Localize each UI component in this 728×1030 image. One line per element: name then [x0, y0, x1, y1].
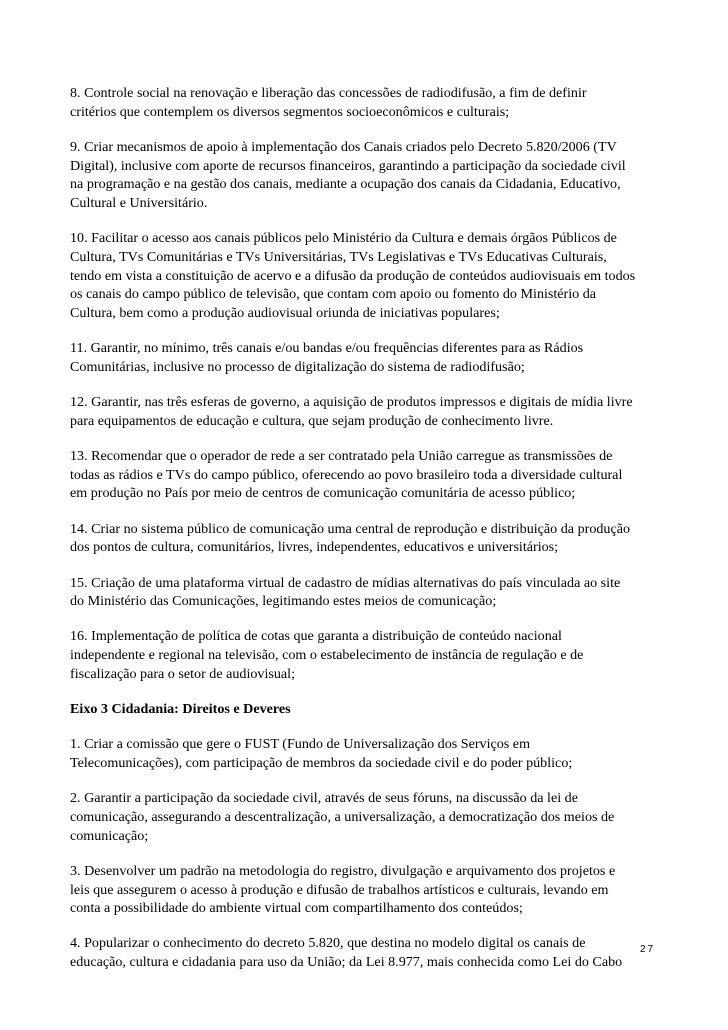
- paragraph-item-12: 12. Garantir, nas três esferas de governo, a aquisição de produtos impressos e digitais de mídia livre para equipamentos de educação e cultura, que sejam produção de conhecimento livre.: [70, 394, 633, 429]
- page-number: 27: [640, 944, 656, 955]
- paragraph-item-9: 9. Criar mecanismos de apoio à implementação dos Canais criados pelo Decreto 5.820/2006 (TV Digital), inclusive com aporte de recursos financeiros, garantindo a participação da sociedade civil na programação e na gestão dos canais, mediante a ocupação dos canais da Cidadania, Educativo, Cultural e Universitário.: [70, 138, 626, 212]
- paragraph-eixo3-item-1: 1. Criar a comissão que gere o FUST (Fundo de Universalização dos Serviços em Telecomunicações), com participação de membros da sociedade civil e do poder público;: [70, 736, 573, 771]
- paragraph-item-13: 13. Recomendar que o operador de rede a ser contratado pela União carregue as transmissões de todas as rádios e TVs do campo público, oferecendo ao povo brasileiro toda a diversidade cultural em produção no País por meio de centros de comunicação comunitária de acesso público;: [70, 448, 623, 502]
- paragraph-item-14: 14. Criar no sistema público de comunicação uma central de reprodução e distribuição da produção dos pontos de cultura, comunitários, livres, independentes, educativos e universitários;: [70, 520, 631, 556]
- paragraph-item-16: 16. Implementação de política de cotas que garanta a distribuição de conteúdo nacional independente e regional na televisão, com o estabelecimento de instância de regulação e de fiscalização para o setor de audiovisual;: [70, 628, 584, 682]
- section-heading: Eixo 3 Cidadania: Direitos e Deveres: [70, 701, 291, 718]
- paragraph-item-10: 10. Facilitar o acesso aos canais públicos pelo Ministério da Cultura e demais órgãos Públicos de Cultura, TVs Comunitárias e TVs Universitárias, TVs Legislativas e TVs Educativas Culturais, tendo em vista a constituição de acervo e a difusão da produção de conteúdos audiovisuais em todos os canais do campo público de televisão, que contam com apoio ou fomento do Ministério da Cultura, bem como a produção audiovisual oriunda de iniciativas populares;: [70, 230, 636, 322]
- paragraph-eixo3-item-3: 3. Desenvolver um padrão na metodologia do registro, divulgação e arquivamento dos projetos e leis que assegurem o acesso à produção e difusão de trabalhos artísticos e culturais, levando em conta a possibilidade do ambiente virtual com compartilhamento dos conteúdos;: [70, 862, 616, 917]
- paragraph-eixo3-item-4: 4. Popularizar o conhecimento do decreto 5.820, que destina no modelo digital os canais de educação, cultura e cidadania para uso da União; da Lei 8.977, mais conhecida como Lei do Cabo: [70, 935, 623, 971]
- paragraph-item-11: 11. Garantir, no mínimo, três canais e/ou bandas e/ou frequências diferentes para as Rádios Comunitárias, inclusive no processo de digitalização do sistema de radiodifusão;: [70, 340, 584, 375]
- paragraph-eixo3-item-2: 2. Garantir a participação da sociedade civil, através de seus fóruns, na discussão da lei de comunicação, assegurando a descentralização, a universalização, a democratização dos meios de comunicação;: [70, 790, 615, 844]
- document-page: [70, 84, 660, 988]
- paragraph-item-8: 8. Controle social na renovação e liberação das concessões de radiodifusão, a fim de definir critérios que contemplem os diversos segmentos socioeconômicos e culturais;: [70, 85, 587, 120]
- paragraph-item-15: 15. Criação de uma plataforma virtual de cadastro de mídias alternativas do país vinculada ao site do Ministério das Comunicações, legitimando estes meios de comunicação;: [70, 574, 621, 610]
